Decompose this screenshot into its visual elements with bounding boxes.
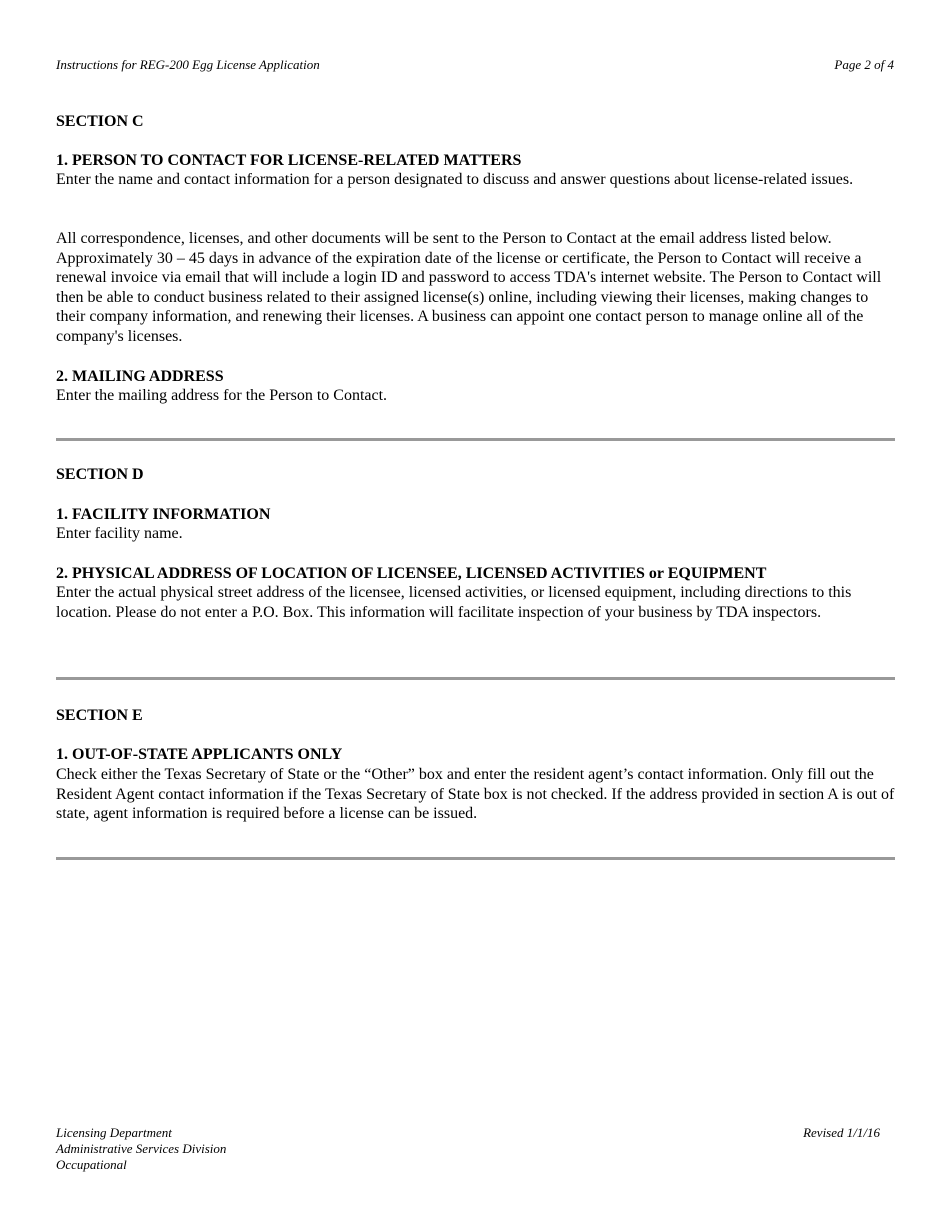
footer-line: Administrative Services Division xyxy=(56,1141,227,1156)
divider xyxy=(56,857,895,860)
facility-heading: 1. FACILITY INFORMATION xyxy=(56,506,271,523)
divider xyxy=(56,677,895,680)
mailing-heading: 2. MAILING ADDRESS xyxy=(56,368,224,385)
document-title: Instructions for REG-200 Egg License Application xyxy=(56,57,320,72)
physical-address-heading: 2. PHYSICAL ADDRESS OF LOCATION OF LICENSEE, LICENSED ACTIVITIES or EQUIPMENT xyxy=(56,565,767,582)
correspondence-paragraph: All correspondence, licenses, and other documents will be sent to the Person to Contact at the email address listed below. Approximately 30 – 45 days in advance of the expiration date of the license or certificate, the Person to Contact will receive a renewal invoice via email that will include a login ID and password to access TDA's internet website. The Person to Contact will then be able to conduct business related to their assigned license(s) online, including viewing their licenses, making changes to their company information, and renewing their licenses. A business can appoint one contact person to manage online all of the company's licenses. xyxy=(56,230,882,345)
contact-paragraph: Enter the name and contact information for a person designated to discuss and answer questions about license-related issues. xyxy=(56,171,854,188)
contact-heading: 1. PERSON TO CONTACT FOR LICENSE-RELATED MATTERS xyxy=(56,152,522,169)
section-d-title: SECTION D xyxy=(56,466,144,483)
out-of-state-paragraph: Check either the Texas Secretary of State or the “Other” box and enter the resident agent’s contact information. Only fill out the Resident Agent contact information if the Texas Secretary of State box is not checked. If the address provided in section A is out of state, agent information is required before a license can be issued. xyxy=(56,766,895,822)
mailing-paragraph: Enter the mailing address for the Person to Contact. xyxy=(56,387,388,404)
section-e-title: SECTION E xyxy=(56,707,143,724)
footer-line: Licensing Department xyxy=(56,1125,172,1140)
footer-department xyxy=(56,1125,226,1173)
section-c-title: SECTION C xyxy=(56,113,144,130)
out-of-state-heading: 1. OUT-OF-STATE APPLICANTS ONLY xyxy=(56,746,343,763)
footer-line: Occupational xyxy=(56,1157,127,1172)
facility-paragraph: Enter facility name. xyxy=(56,525,183,542)
physical-address-paragraph: Enter the actual physical street address of the licensee, licensed activities, or licensed equipment, including directions to this location. Please do not enter a P.O. Box. This information will facilitate inspection of your business by TDA inspectors. xyxy=(56,584,852,621)
page-number: Page 2 of 4 xyxy=(834,57,894,72)
divider xyxy=(56,438,895,441)
revision-date: Revised 1/1/16 xyxy=(803,1125,880,1140)
